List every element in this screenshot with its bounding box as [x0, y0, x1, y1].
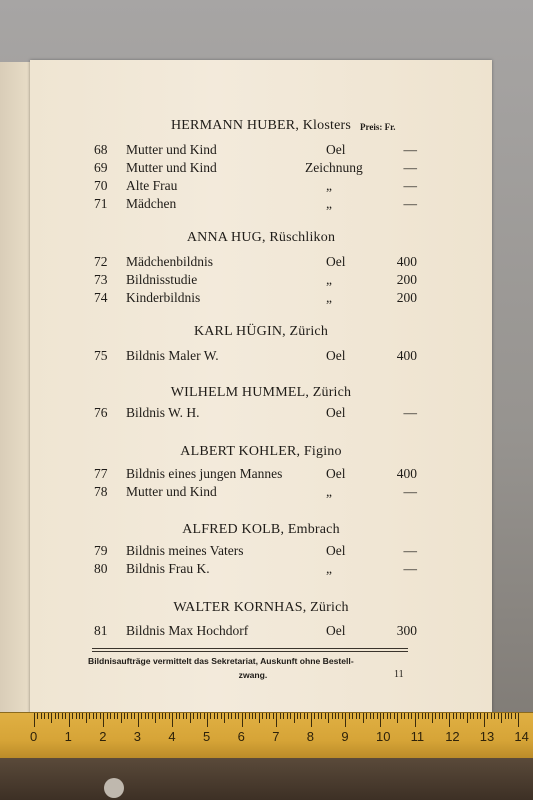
- ruler-tick: [318, 713, 319, 719]
- ruler-tick: [314, 713, 315, 719]
- ruler-label: 2: [99, 729, 107, 744]
- ruler-tick: [411, 713, 412, 719]
- ruler-tick: [96, 713, 97, 719]
- ruler-tick: [93, 713, 94, 719]
- ruler-tick: [335, 713, 336, 719]
- ruler-tick: [58, 713, 59, 719]
- ruler-tick: [491, 713, 492, 719]
- page-number: 11: [394, 669, 404, 680]
- catalog-entry: 69 Mutter und Kind Zeichnung —: [94, 160, 417, 175]
- artist-heading: KARL HÜGIN, Zürich: [193, 324, 329, 339]
- artist-heading: ALBERT KOHLER, Figino: [180, 444, 342, 459]
- ruler-label: 8: [306, 729, 315, 744]
- ruler-tick: [300, 713, 301, 719]
- ruler-tick: [487, 713, 488, 719]
- ruler-tick: [217, 713, 218, 719]
- ruler-tick: [176, 713, 177, 719]
- ruler-tick: [86, 713, 87, 723]
- ruler-tick: [179, 713, 180, 719]
- ruler-tick: [463, 713, 464, 719]
- ruler-tick: [193, 713, 194, 719]
- ruler-tick: [110, 713, 111, 719]
- ruler-tick: [325, 713, 326, 719]
- ruler-tick: [304, 713, 305, 719]
- ruler-tick: [359, 713, 360, 719]
- ruler-tick: [127, 713, 128, 719]
- ruler-label: 6: [237, 729, 245, 744]
- ruler-tick: [408, 713, 409, 719]
- catalog-entry: 73 Bildnisstudie „ 200: [94, 272, 417, 287]
- ruler-tick: [404, 713, 405, 719]
- ruler-tick: [505, 713, 506, 719]
- ruler-tick: [131, 713, 132, 719]
- ruler-tick: [432, 713, 433, 723]
- artist-heading: HERMANN HUBER, Klosters: [171, 118, 351, 133]
- ruler-tick: [283, 713, 284, 719]
- ruler-tick: [494, 713, 495, 719]
- ruler-tick: [69, 713, 70, 727]
- ruler-tick: [231, 713, 232, 719]
- ruler-tick: [515, 713, 516, 719]
- ruler-tick: [418, 713, 419, 719]
- ruler-tick: [477, 713, 478, 719]
- ruler-tick: [238, 713, 239, 719]
- ruler-tick: [453, 713, 454, 719]
- ruler-tick: [467, 713, 468, 723]
- ruler-tick: [103, 713, 104, 727]
- ruler-tick: [273, 713, 274, 719]
- ruler-tick: [44, 713, 45, 719]
- ruler-tick: [269, 713, 270, 719]
- catalog-entry: 72 Mädchenbildnis Oel 400: [94, 254, 417, 269]
- ruler-tick: [470, 713, 471, 719]
- ruler-tick: [383, 713, 384, 719]
- ruler-label: 10: [376, 729, 391, 744]
- ruler-label: 12: [445, 729, 460, 744]
- ruler-label: 5: [203, 729, 211, 744]
- ruler-tick: [338, 713, 339, 719]
- ruler-tick: [252, 713, 253, 719]
- ruler-tick: [228, 713, 229, 719]
- ruler-tick: [266, 713, 267, 719]
- ruler-tick: [89, 713, 90, 719]
- catalog-entry: 81 Bildnis Max Hochdorf Oel 300: [94, 623, 417, 638]
- ruler-tick: [390, 713, 391, 719]
- ruler-tick: [41, 713, 42, 719]
- ruler-tick: [159, 713, 160, 719]
- ruler-tick: [518, 713, 519, 727]
- ruler-tick: [377, 713, 378, 719]
- ruler-tick: [138, 713, 139, 727]
- catalog-entry: 70 Alte Frau „ —: [94, 178, 417, 193]
- ruler-tick: [428, 713, 429, 719]
- ruler-tick: [397, 713, 398, 723]
- catalog-entry: 75 Bildnis Maler W. Oel 400: [94, 348, 417, 363]
- ruler-label: 4: [168, 729, 176, 744]
- catalog-entry: 79 Bildnis meines Vaters Oel —: [94, 543, 417, 558]
- ruler-tick: [356, 713, 357, 719]
- artist-heading: WALTER KORNHAS, Zürich: [173, 600, 349, 615]
- ruler-label: 0: [30, 729, 38, 744]
- ruler-tick: [439, 713, 440, 719]
- ruler-tick: [297, 713, 298, 719]
- artist-heading: ALFRED KOLB, Embrach: [182, 522, 340, 537]
- ruler-tick: [141, 713, 142, 719]
- ruler-tick: [480, 713, 481, 719]
- ruler-tick: [511, 713, 512, 719]
- ruler-tick: [214, 713, 215, 719]
- ruler-label: 11: [410, 729, 425, 744]
- ruler-tick: [294, 713, 295, 723]
- ruler-tick: [134, 713, 135, 719]
- wooden-surface: [0, 758, 533, 800]
- catalog-entry: 74 Kinderbildnis „ 200: [94, 290, 417, 305]
- ruler-tick: [152, 713, 153, 719]
- ruler-label: 13: [479, 729, 495, 744]
- artist-heading: WILHELM HUMMEL, Zürich: [170, 385, 352, 400]
- ruler-tick: [508, 713, 509, 719]
- ruler-tick: [425, 713, 426, 719]
- ruler-tick: [249, 713, 250, 719]
- catalog-entry: 78 Mutter und Kind „ —: [94, 484, 417, 499]
- footer-note: Bildnisaufträge vermittelt das Sekretariat, Auskunft ohne Bestell- zwang.: [88, 656, 354, 680]
- ruler-tick: [352, 713, 353, 719]
- ruler-tick: [221, 713, 222, 719]
- ruler-tick: [190, 713, 191, 723]
- ruler-tick: [100, 713, 101, 719]
- ruler-tick: [380, 713, 381, 727]
- ruler-tick: [349, 713, 350, 719]
- ruler-tick: [186, 713, 187, 719]
- ruler-tick: [210, 713, 211, 719]
- catalog-entry: 80 Bildnis Frau K. „ —: [94, 561, 417, 576]
- ruler-tick: [48, 713, 49, 719]
- ruler-tick: [442, 713, 443, 719]
- ruler-tick: [51, 713, 52, 723]
- ruler-tick: [79, 713, 80, 719]
- ruler-tick: [65, 713, 66, 719]
- ruler-tick: [501, 713, 502, 723]
- ruler-tick: [204, 713, 205, 719]
- ruler-tick: [473, 713, 474, 719]
- ruler-tick: [121, 713, 122, 723]
- ruler-tick: [124, 713, 125, 719]
- artist-heading: ANNA HUG, Rüschlikon: [186, 230, 336, 245]
- ruler-tick: [332, 713, 333, 719]
- ruler-tick: [165, 713, 166, 719]
- ruler-tick: [446, 713, 447, 719]
- ruler-tick: [37, 713, 38, 719]
- ruler-tick: [76, 713, 77, 719]
- ruler-tick: [307, 713, 308, 719]
- ruler-tick: [114, 713, 115, 719]
- ruler-tick: [162, 713, 163, 719]
- ruler-tick: [34, 713, 35, 727]
- ruler-tick: [422, 713, 423, 719]
- ruler-tick: [245, 713, 246, 719]
- ruler-label: 14: [514, 729, 529, 744]
- ruler-label: 1: [64, 729, 72, 744]
- ruler-tick: [82, 713, 83, 719]
- ruler-tick: [363, 713, 364, 723]
- ruler-label: 3: [133, 729, 142, 744]
- ruler-tick: [107, 713, 108, 719]
- ruler-tick: [498, 713, 499, 719]
- price-column-header: Preis: Fr.: [360, 122, 396, 132]
- ruler-hole: [104, 778, 124, 798]
- ruler-tick: [456, 713, 457, 719]
- ruler-tick: [290, 713, 291, 719]
- ruler-tick: [148, 713, 149, 719]
- ruler-tick: [200, 713, 201, 719]
- ruler-tick: [155, 713, 156, 723]
- ruler-tick: [449, 713, 450, 727]
- ruler-tick: [370, 713, 371, 719]
- ruler-tick: [366, 713, 367, 719]
- ruler-tick: [276, 713, 277, 727]
- ruler-tick: [242, 713, 243, 727]
- ruler-tick: [197, 713, 198, 719]
- ruler-tick: [72, 713, 73, 719]
- ruler-tick: [172, 713, 173, 727]
- catalog-entry: 71 Mädchen „ —: [94, 196, 417, 211]
- ruler-tick: [484, 713, 485, 727]
- ruler-tick: [394, 713, 395, 719]
- catalog-entry: 76 Bildnis W. H. Oel —: [94, 405, 417, 420]
- ruler-tick: [460, 713, 461, 719]
- ruler-tick: [328, 713, 329, 723]
- catalog-entry: 68 Mutter und Kind Oel —: [94, 142, 417, 157]
- ruler-tick: [183, 713, 184, 719]
- ruler-tick: [259, 713, 260, 723]
- ruler-tick: [117, 713, 118, 719]
- ruler-tick: [401, 713, 402, 719]
- ruler-tick: [311, 713, 312, 727]
- ruler-tick: [387, 713, 388, 719]
- ruler-tick: [255, 713, 256, 719]
- ruler-tick: [145, 713, 146, 719]
- ruler-tick: [62, 713, 63, 719]
- ruler-tick: [342, 713, 343, 719]
- ruler-tick: [169, 713, 170, 719]
- ruler-label: 7: [272, 729, 280, 744]
- ruler-tick: [207, 713, 208, 727]
- ruler-tick: [321, 713, 322, 719]
- ruler-tick: [224, 713, 225, 723]
- ruler-tick: [287, 713, 288, 719]
- ruler-tick: [262, 713, 263, 719]
- ruler-tick: [435, 713, 436, 719]
- ruler-tick: [55, 713, 56, 719]
- ruler-label: 9: [341, 729, 349, 744]
- ruler-tick: [235, 713, 236, 719]
- catalog-page: [30, 60, 492, 714]
- ruler-tick: [280, 713, 281, 719]
- catalog-entry: 77 Bildnis eines jungen Mannes Oel 400: [94, 466, 417, 481]
- ruler-tick: [373, 713, 374, 719]
- ruler-tick: [415, 713, 416, 727]
- footer-divider: [92, 648, 408, 652]
- ruler-tick: [345, 713, 346, 727]
- measuring-ruler: [0, 712, 533, 760]
